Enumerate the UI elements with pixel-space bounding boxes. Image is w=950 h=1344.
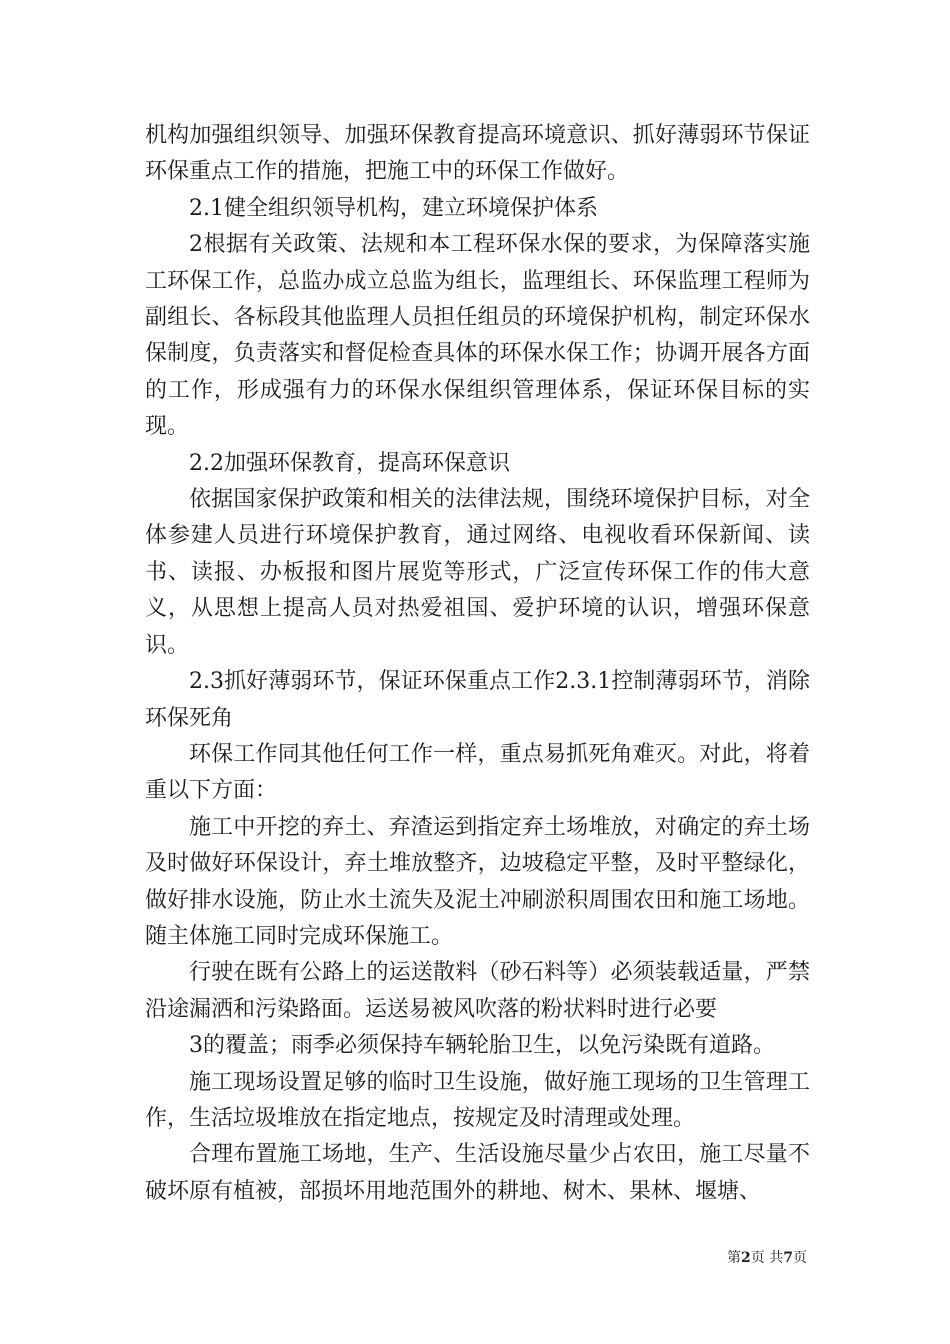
paragraph-5: 施工中开挖的弃土、弃渣运到指定弃土场堆放，对确定的弃土场及时做好环保设计，弃土堆放整齐，边坡稳定平整，及时平整绿化，做好排水设施，防止水土流失及泥土冲刷淤积周围农田和施工场地。随主体施工同时完成环保施工。 bbox=[145, 814, 810, 949]
section-heading-2-3: 2.3抓好薄弱环节，保证环保重点工作2.3.1控制薄弱环节，消除环保死角 bbox=[145, 669, 810, 731]
footer-current-page: 2 bbox=[741, 1250, 751, 1266]
paragraph-9: 合理布置施工场地，生产、生活设施尽量少占农田，施工尽量不破坏原有植被，部损坏用地范围外的耕地、树木、果林、堰塘、 bbox=[145, 1142, 810, 1204]
section-heading-2-1: 2.1健全组织领导机构，建立环境保护体系 bbox=[189, 195, 598, 221]
paragraph-8: 施工现场设置足够的临时卫生设施，做好施工现场的卫生管理工作，生活垃圾堆放在指定地点，按规定及时清理或处理。 bbox=[145, 1069, 810, 1131]
paragraph-1: 机构加强组织领导、加强环保教育提高环境意识、抓好薄弱环节保证环保重点工作的措施，把施工中的环保工作做好。 bbox=[145, 123, 810, 185]
page-number-footer bbox=[727, 1249, 807, 1267]
section-heading-2-2: 2.2加强环保教育，提高环保意识 bbox=[189, 450, 510, 476]
footer-suffix: 页 bbox=[793, 1250, 807, 1266]
document-body bbox=[145, 118, 810, 1210]
footer-prefix: 第 bbox=[727, 1250, 742, 1266]
paragraph-3: 依据国家保护政策和相关的法律法规，围绕环境保护目标，对全体参建人员进行环境保护教育，通过网络、电视收看环保新闻、读书、读报、办板报和图片展览等形式，广泛宣传环保工作的伟大意义，从思想上提高人员对热爱祖国、爱护环境的认识，增强环保意识。 bbox=[145, 487, 810, 658]
paragraph-6: 行驶在既有公路上的运送散料（砂石料等）必须装载适量，严禁沿途漏洒和污染路面。运送易被风吹落的粉状料时进行必要 bbox=[145, 960, 810, 1022]
footer-middle: 页 共 bbox=[750, 1250, 784, 1266]
paragraph-2: 2根据有关政策、法规和本工程环保水保的要求，为保障落实施工环保工作，总监办成立总监为组长，监理组长、环保监理工程师为副组长、各标段其他监理人员担任组员的环境保护机构，制定环保水保制度，负责落实和督促检查具体的环保水保工作；协调开展各方面的工作，形成强有力的环保水保组织管理体系，保证环保目标的实现。 bbox=[145, 232, 810, 440]
paragraph-7: 3的覆盖；雨季必须保持车辆轮胎卫生，以免污染既有道路。 bbox=[189, 1033, 775, 1059]
footer-total-pages: 7 bbox=[783, 1250, 793, 1266]
paragraph-4: 环保工作同其他任何工作一样，重点易抓死角难灭。对此，将着重以下方面： bbox=[145, 741, 810, 804]
